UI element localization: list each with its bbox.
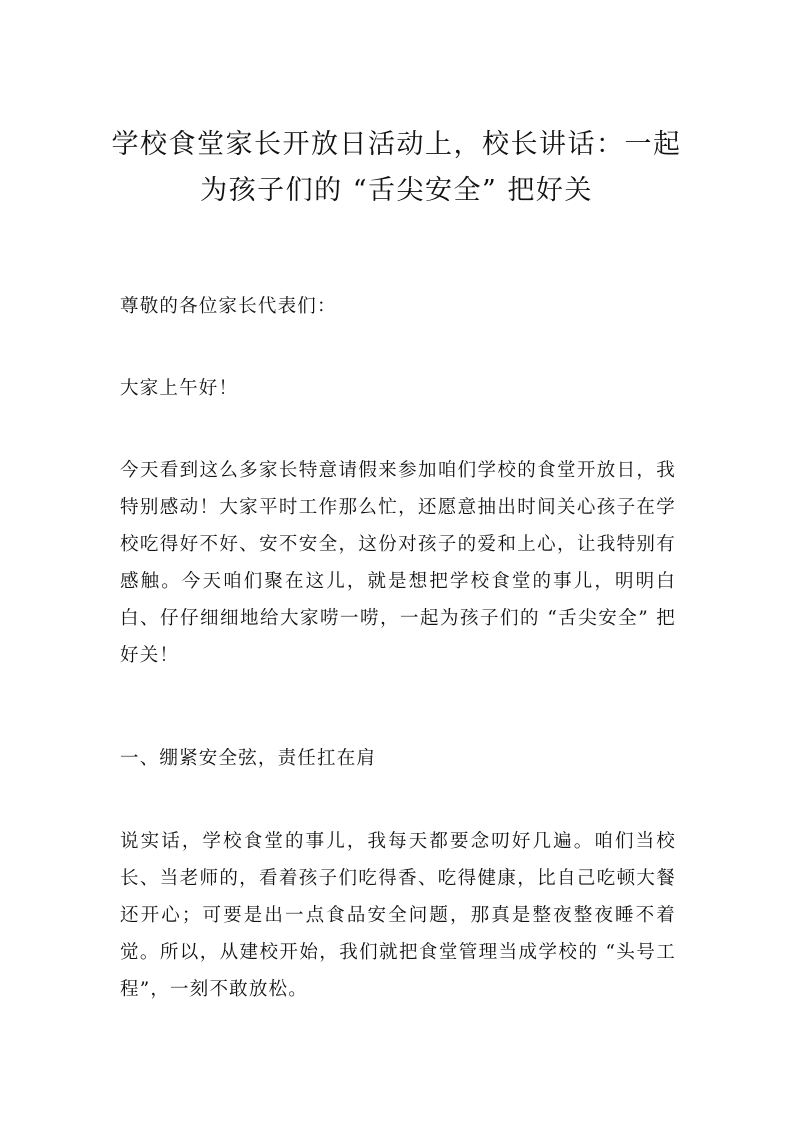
document-title: 学校食堂家长开放日活动上，校长讲话：一起为孩子们的 “舌尖安全” 把好关 bbox=[111, 129, 682, 206]
section-heading-1: 一、绷紧安全弦，责任扛在肩 bbox=[120, 748, 377, 769]
body-paragraph-1: 今天看到这么多家长特意请假来参加咱们学校的食堂开放日，我特别感动！大家平时工作那么忙，还愿意抽出时间关心孩子在学校吃得好不好、安不安全，这份对孩子的爱和上心，让我特别有感触。今天咱们聚在这儿，就是想把学校食堂的事儿，明明白白、仔仔细细地给大家唠一唠，一起为孩子们的 “舌尖安全” 把好关！ bbox=[120, 460, 676, 666]
greeting-line: 大家上午好！ bbox=[120, 378, 239, 399]
salutation: 尊敬的各位家长代表们： bbox=[120, 296, 337, 317]
body-paragraph-2: 说实话，学校食堂的事儿，我每天都要念叨好几遍。咱们当校长、当老师的，看着孩子们吃得香、吃得健康，比自己吃顿大餐还开心；可要是出一点食品安全问题，那真是整夜整夜睡不着觉。所以，从建校开始，我们就把食堂管理当成学校的 “头号工程”，一刻不敢放松。 bbox=[120, 831, 676, 1000]
